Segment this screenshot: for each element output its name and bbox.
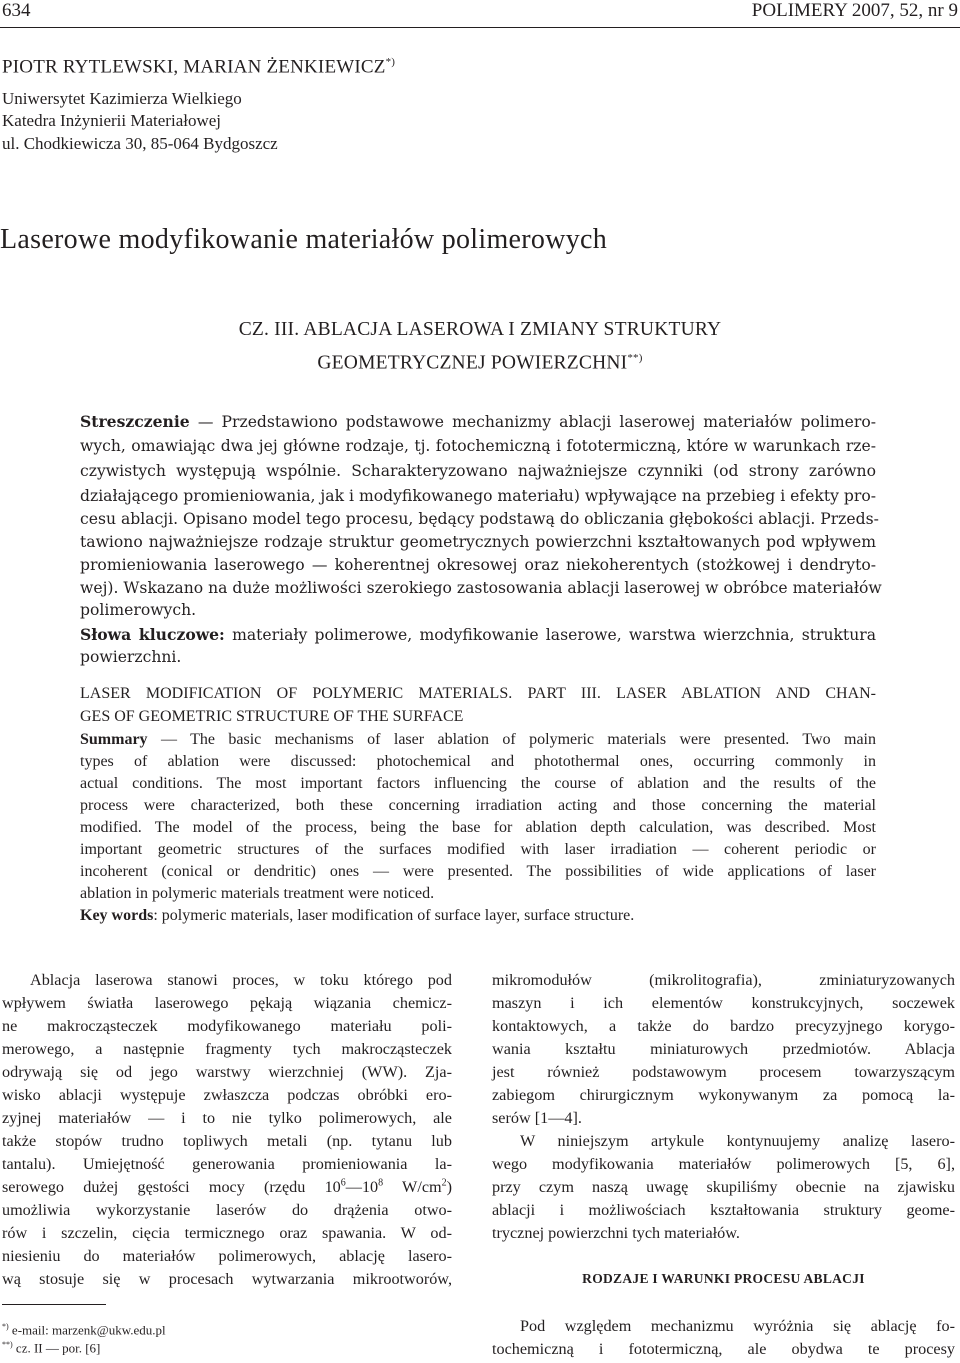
abstract-line: wych, omawiając dwa jej główne rodzaje, tj. fotochemiczną i fototermiczną, które w warunkach rze- (80, 437, 876, 455)
body-line: zabiegom chirurgicznym wykonywanym za pomocą la- (492, 1086, 955, 1104)
body-line: zyjnej materiałów — i to nie tylko polimerowych, ale (2, 1109, 452, 1127)
footnote-mark: **) (2, 1340, 13, 1349)
body-line: także stopów trudno topliwych metali (np. tytanu lub (2, 1132, 452, 1150)
summary-line: important geometric structures of the surfaces modified with laser irradiation — coherent periodic or (80, 841, 876, 858)
journal-header: POLIMERY 2007, 52, nr 9 (751, 0, 958, 21)
body-line: wania kształtu miniaturowych przedmiotów. Ablacja (492, 1040, 955, 1058)
affiliation-line: Uniwersytet Kazimierza Wielkiego (2, 89, 242, 108)
body-line: ne makrocząsteczek modyfikowanego materiału poli- (2, 1017, 452, 1035)
article-title: Laserowe modyfikowanie materiałów polimerowych (0, 224, 608, 255)
keywords-text: materiały polimerowe, modyfikowanie laserowe, warstwa wierzchnia, struktura (224, 626, 876, 644)
header-rule (0, 27, 960, 28)
abstract-line: polimerowych. (80, 601, 197, 619)
english-keywords-label: Key words (80, 907, 154, 924)
body-line: rów i szczelin, cięcia termicznego oraz spawania. W od- (2, 1224, 452, 1242)
body-line: przy czym naszą uwagę skupiliśmy obecnie na zjawisku (492, 1178, 955, 1196)
abstract-text: — Przedstawiono podstawowe mechanizmy ablacji laserowej materiałów polimero- (189, 413, 876, 431)
exponent: 8 (378, 1177, 384, 1189)
body-line: tantalu). Umiejętność generowania promieniowania la- (2, 1155, 452, 1173)
abstract-line: tawiono najważniejsze rodzaje struktur geometrycznych powierzchni kształtowanych pod wpływem (80, 533, 876, 551)
summary-line: process were characterized, both these concerning irradiation acting and those concerning the material (80, 797, 876, 814)
body-line: mikromodułów (mikrolitografia), zminiaturyzowanych (492, 971, 955, 989)
keywords-label: Słowa kluczowe: (80, 625, 225, 644)
part-title-line: CZ. III. ABLACJA LASEROWA I ZMIANY STRUKTURY (238, 319, 722, 340)
abstract-line: działającego promieniowania, jak i modyfikowanego materiału) wpływające na przebieg i efekty pro- (80, 487, 876, 505)
footnote (2, 1322, 166, 1338)
authors (2, 56, 395, 78)
part-footnote-mark: **) (627, 352, 643, 364)
body-line: wą stosuje się w procesach wytwarzania mikrootworów, (2, 1270, 452, 1288)
summary-line: ablation in polymeric materials treatment were noticed. (80, 885, 435, 902)
power-text: —10 (345, 1178, 379, 1196)
power-text: ) (446, 1178, 452, 1196)
summary-text: — The basic mechanisms of laser ablation of polymeric materials were presented. Two main (147, 731, 876, 748)
body-line: maszyn i ich elementów konstrukcyjnych, soczewek (492, 994, 955, 1012)
summary-label: Summary (80, 731, 148, 748)
footnote-text: e-mail: marzenk@ukw.edu.pl (8, 1322, 166, 1338)
summary-line: actual conditions. The most important factors influencing the course of ablation and the results of the (80, 775, 876, 792)
body-line: umożliwia wykorzystanie laserów do drążenia otwo- (2, 1201, 452, 1219)
author-footnote-mark: *) (385, 56, 396, 68)
body-line: merowego, a następnie fragmenty tych makrocząsteczek (2, 1040, 452, 1058)
body-line: wisko ablacji występuje zwłaszcza podczas obróbki ero- (2, 1086, 452, 1104)
abstract-line: promieniowania laserowego — koherentnej okresowej oraz niekoherentych (stożkowej i dendryto- (80, 556, 876, 574)
body-line: odrywają się od jego warstwy wierzchniej (WW). Zja- (2, 1063, 452, 1081)
part-title-line (0, 344, 960, 378)
footnote (2, 1340, 100, 1356)
body-line (2, 1178, 452, 1197)
body-line: wego modyfikowania materiałów polimerowych [5, 6], (492, 1155, 955, 1173)
abstract-line (80, 412, 876, 431)
body-line: ablacji i możliwościach kształtowania struktury geome- (492, 1201, 955, 1219)
section-heading: RODZAJE I WARUNKI PROCESU ABLACJI (582, 1271, 865, 1286)
affiliation-line: Katedra Inżynierii Materiałowej (2, 111, 222, 130)
power-text: serowego dużej gęstości mocy (rzędu 10 (2, 1178, 341, 1196)
abstract-label: Streszczenie (80, 412, 190, 431)
body-line: niesieniu do materiałów polimerowych, ablację lasero- (2, 1247, 452, 1265)
exponent: 6 (340, 1177, 346, 1189)
affiliation-line: ul. Chodkiewicza 30, 85-064 Bydgoszcz (2, 134, 278, 153)
body-line: jest również podstawowym procesem towarzyszącym (492, 1063, 955, 1081)
part-title (0, 316, 960, 378)
page-number: 634 (2, 0, 31, 21)
footnote-text: cz. II — por. [6] (12, 1340, 101, 1356)
footnote-rule (2, 1304, 106, 1305)
body-line: wpływem światła laserowego pękają wiązania chemicz- (2, 994, 452, 1012)
body-line: Pod względem mechanizmu wyróżnia się ablację fo- (520, 1317, 955, 1335)
english-keywords-text: : polymeric materials, laser modification of surface layer, surface structure. (153, 907, 635, 924)
summary-line: modified. The model of the process, being the base for ablation depth calculation, was described. Most (80, 819, 876, 836)
abstract-line: czywistych występują wspólnie. Scharakteryzowano najważniejsze czynniki (od strony zarówno (80, 462, 876, 480)
body-line: tochemiczną i fototermiczną, ale obydwa te procesy (492, 1340, 955, 1358)
english-keywords-line (80, 907, 876, 925)
english-title-line: GES OF GEOMETRIC STRUCTURE OF THE SURFACE (80, 708, 464, 725)
abstract-line: wej). Wskazano na duże możliwości szerokiego zastosowania ablacji laserowej w obróbce materiałów (80, 579, 882, 597)
keywords-line (80, 625, 876, 644)
english-title-line: LASER MODIFICATION OF POLYMERIC MATERIALS. PART III. LASER ABLATION AND CHAN- (80, 685, 876, 702)
body-line: Ablacja laserowa stanowi proces, w toku którego pod (30, 971, 452, 989)
summary-line: types of ablation were discussed: photochemical and photothermal ones, occurring commonly in (80, 753, 876, 770)
body-line: trycznej powierzchni tych materiałów. (492, 1224, 740, 1242)
abstract-line: cesu ablacji. Opisano model tego procesu, będący podstawą do obliczania głębokości ablacji. Przeds- (80, 510, 879, 528)
exponent: 2 (441, 1177, 447, 1189)
part-title-text: GEOMETRYCZNEJ POWIERZCHNI (317, 352, 628, 374)
author-names: PIOTR RYTLEWSKI, MARIAN ŻENKIEWICZ (2, 56, 386, 78)
body-line: kontaktowych, a także do bardzo precyzyjnego korygo- (492, 1017, 955, 1035)
power-text: W/cm (383, 1178, 442, 1196)
body-line: W niniejszym artykule kontynuujemy analizę lasero- (520, 1132, 955, 1150)
summary-line: incoherent (conical or dendritic) ones — were presented. The possibilities of wide applications of laser (80, 863, 876, 880)
summary-line (80, 731, 876, 749)
body-line: serów [1—4]. (492, 1109, 582, 1127)
keywords-line: powierzchni. (80, 648, 182, 666)
footnote-mark: *) (2, 1322, 9, 1331)
